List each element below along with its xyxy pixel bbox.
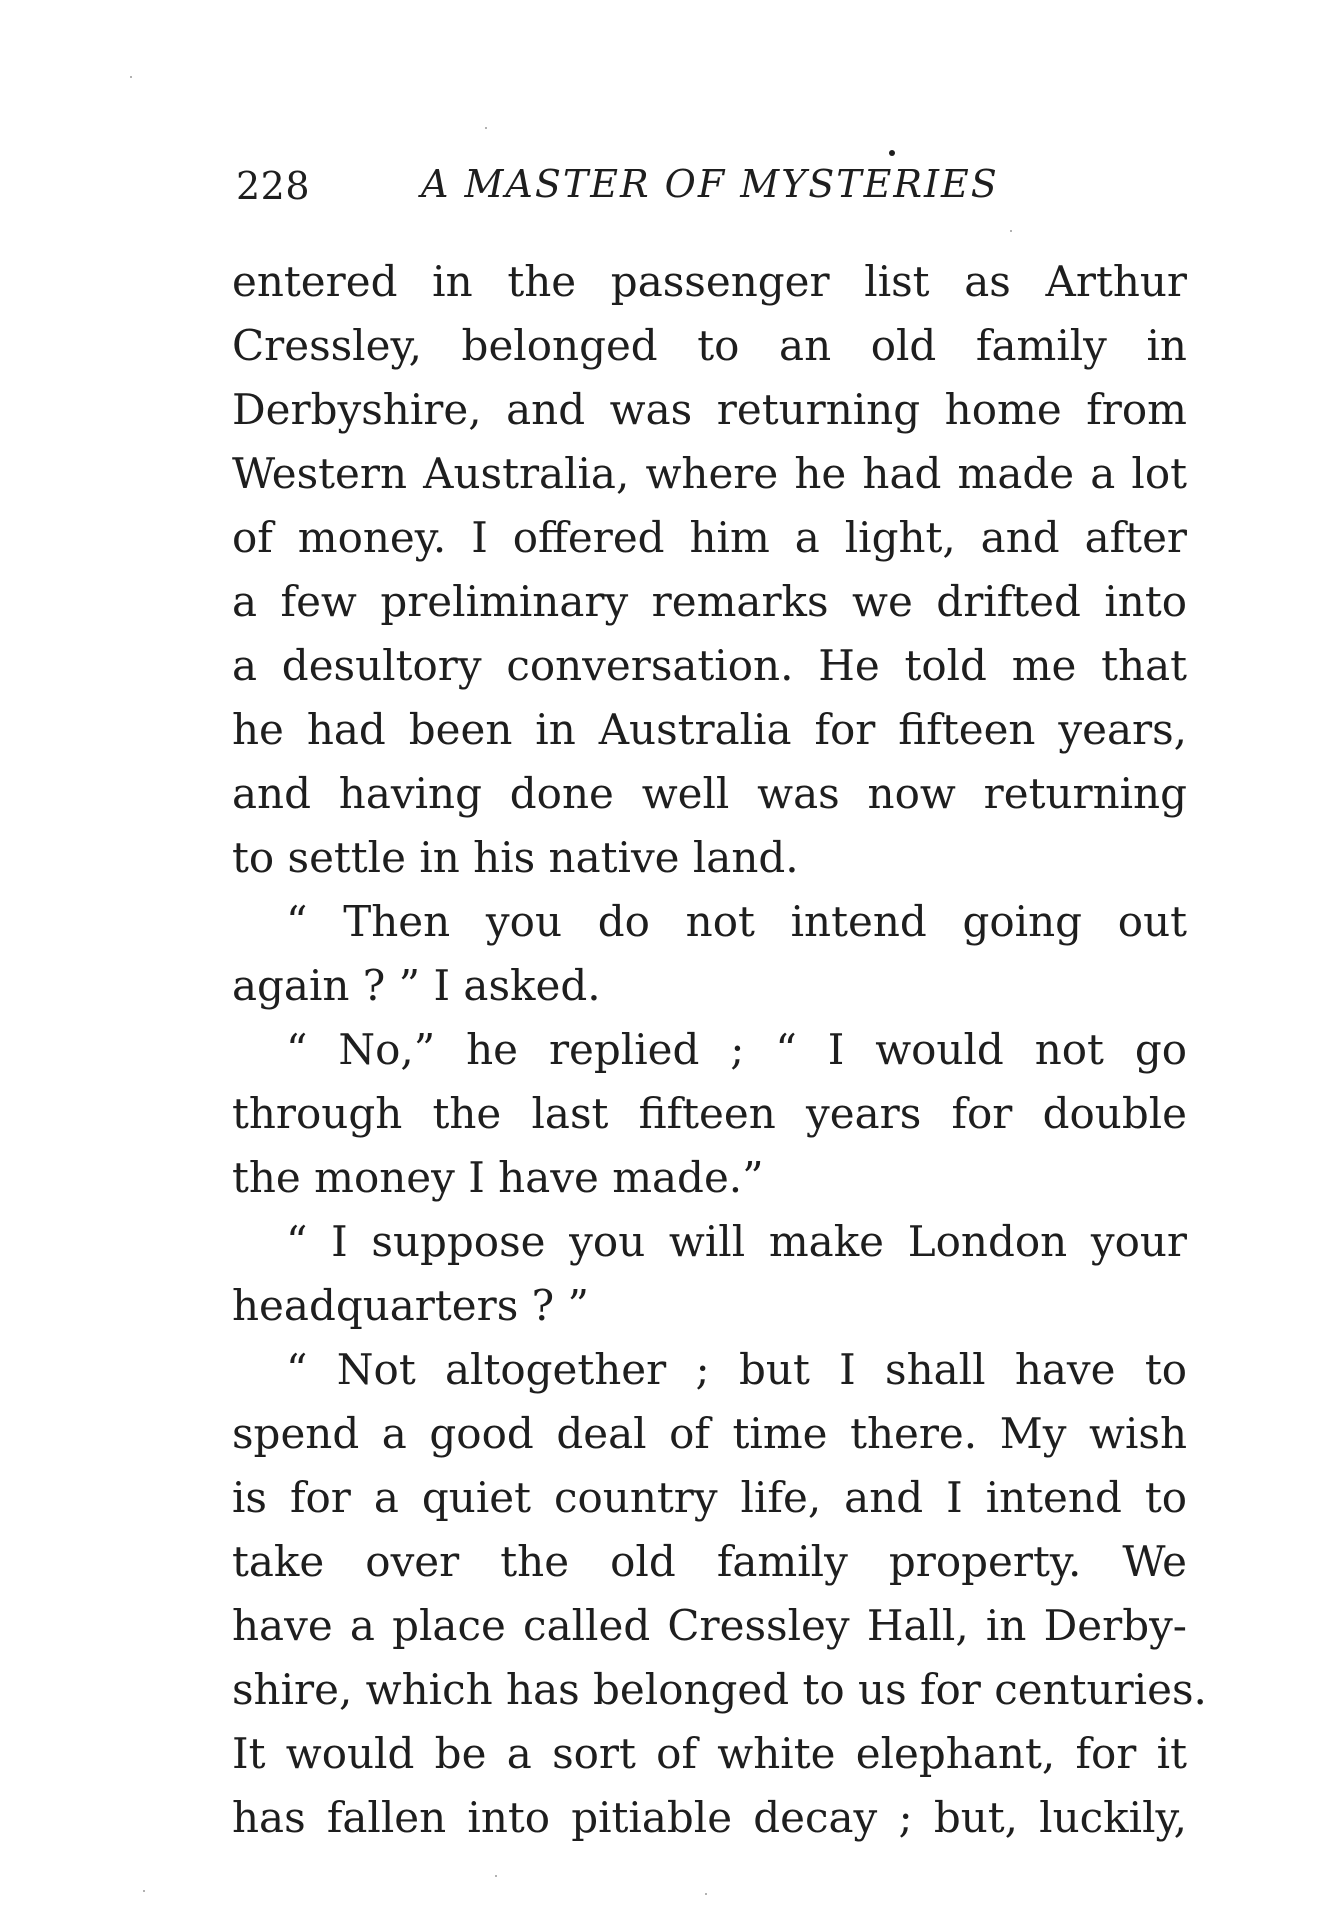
text-line: he had been in Australia for fifteen years, (232, 705, 1187, 754)
text-line: “ I suppose you will make London your (286, 1217, 1187, 1266)
text-line: “ Then you do not intend going out (286, 897, 1187, 946)
text-line: again ? ” I asked. (232, 961, 601, 1010)
text-line: “ Not altogether ; but I shall have to (286, 1345, 1187, 1394)
text-line: to settle in his native land. (232, 833, 799, 882)
text-line: a few preliminary remarks we drifted into (232, 577, 1187, 626)
text-line: the money I have made.” (232, 1153, 764, 1202)
text-line: headquarters ? ” (232, 1281, 589, 1330)
page-number: 228 (236, 164, 311, 208)
text-line: of money. I offered him a light, and after (232, 513, 1187, 562)
text-line: Western Australia, where he had made a lot (232, 449, 1187, 498)
accent-dot-icon (889, 150, 895, 156)
text-line: entered in the passenger list as Arthur (232, 257, 1187, 306)
paper-speck (1010, 230, 1012, 232)
text-line: Cressley, belonged to an old family in (232, 321, 1187, 370)
body-text (232, 250, 1207, 1850)
text-line: Derbyshire, and was returning home from (232, 385, 1187, 434)
text-line: and having done well was now returning (232, 769, 1187, 818)
text-line: It would be a sort of white elephant, for it (232, 1729, 1187, 1778)
text-line: a desultory conversation. He told me that (232, 641, 1187, 690)
text-line: “ No,” he replied ; “ I would not go (286, 1025, 1187, 1074)
paper-speck (485, 127, 487, 129)
paper-speck (495, 1875, 497, 1877)
text-line: shire, which has belonged to us for centuries. (232, 1665, 1207, 1714)
text-line: has fallen into pitiable decay ; but, luckily, (232, 1793, 1187, 1842)
text-line: have a place called Cressley Hall, in Derby- (232, 1601, 1187, 1650)
paper-speck (705, 1893, 707, 1895)
text-line: through the last fifteen years for double (232, 1089, 1187, 1138)
running-title: A MASTER OF MYSTERIES (421, 162, 999, 206)
text-line: take over the old family property. We (232, 1537, 1187, 1586)
paper-speck (130, 76, 132, 78)
text-line: is for a quiet country life, and I intend to (232, 1473, 1187, 1522)
paper-speck (143, 1890, 145, 1892)
text-line: spend a good deal of time there. My wish (232, 1409, 1187, 1458)
page-header (236, 150, 1206, 210)
